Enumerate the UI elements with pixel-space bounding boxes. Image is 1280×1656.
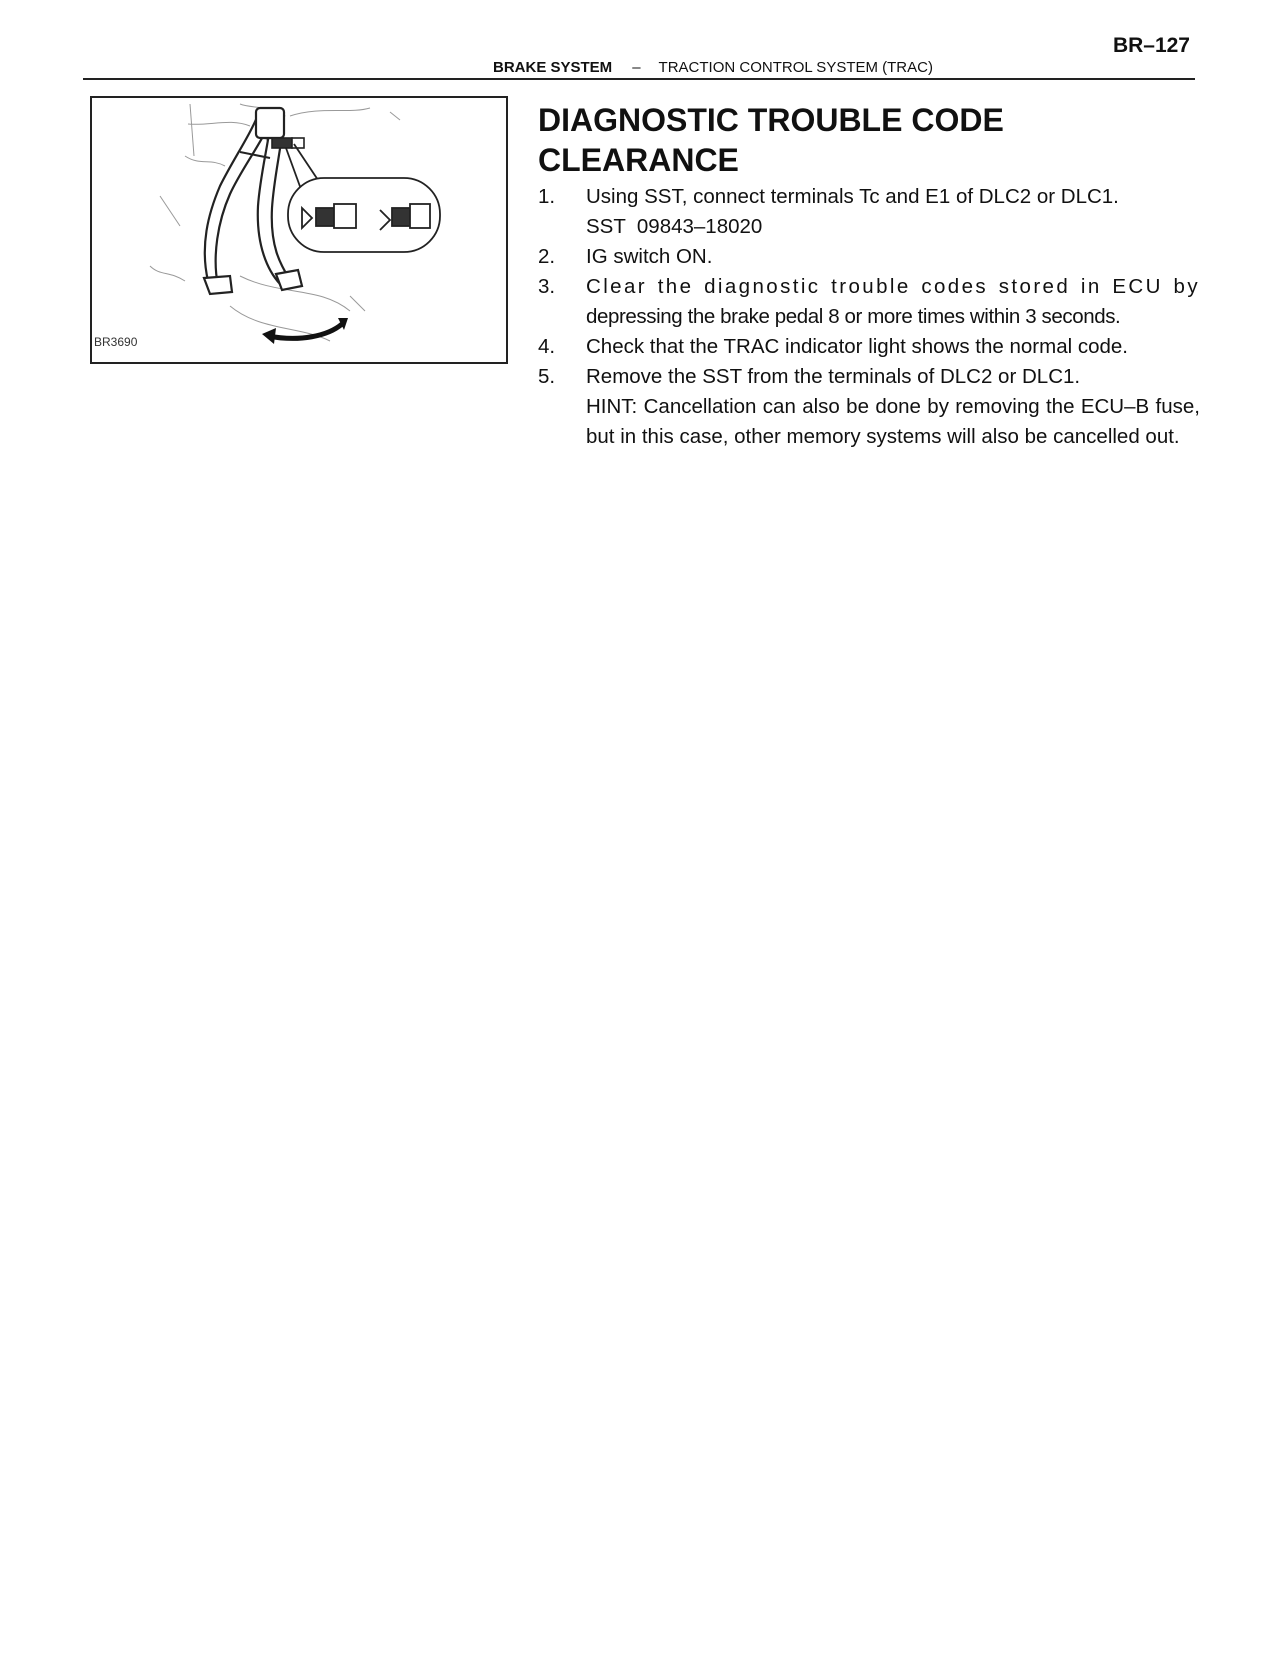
title-line-2: CLEARANCE bbox=[538, 142, 739, 178]
step-number: 3. bbox=[538, 275, 556, 298]
subsection-name: TRACTION CONTROL SYSTEM (TRAC) bbox=[658, 59, 933, 76]
page-title bbox=[538, 100, 1198, 180]
step-text-continued: depressing the brake pedal 8 or more times within 3 seconds. bbox=[586, 305, 1121, 328]
figure-code: BR3690 bbox=[94, 335, 138, 349]
step-text: IG switch ON. bbox=[586, 245, 713, 268]
procedure-steps bbox=[538, 182, 1200, 452]
list-item bbox=[538, 182, 1200, 242]
step-number: 2. bbox=[538, 245, 556, 268]
list-item bbox=[538, 362, 1200, 452]
section-name: BRAKE SYSTEM bbox=[493, 59, 613, 76]
list-item bbox=[538, 332, 1200, 362]
step-number: 4. bbox=[538, 335, 556, 358]
brake-pedal-illustration bbox=[90, 96, 508, 364]
hint-note: HINT: Cancellation can also be done by removing the ECU–B fuse, but in this case, other memory systems will also be cancelled out. bbox=[586, 395, 1200, 448]
list-item bbox=[538, 272, 1200, 332]
running-header bbox=[493, 59, 933, 76]
sst-number: SST 09843–18020 bbox=[586, 215, 763, 238]
step-number: 1. bbox=[538, 185, 556, 208]
step-number: 5. bbox=[538, 365, 556, 388]
header-separator: – bbox=[632, 59, 641, 76]
header-rule bbox=[83, 78, 1195, 80]
step-text: Using SST, connect terminals Tc and E1 of DLC2 or DLC1. bbox=[586, 185, 1119, 208]
list-item bbox=[538, 242, 1200, 272]
page-number: BR–127 bbox=[1112, 34, 1190, 57]
step-text: Remove the SST from the terminals of DLC2 or DLC1. bbox=[586, 365, 1081, 388]
step-text: Clear the diagnostic trouble codes stored in ECU by bbox=[586, 275, 1200, 298]
title-line-1: DIAGNOSTIC TROUBLE CODE bbox=[538, 102, 1004, 138]
step-text: Check that the TRAC indicator light shows the normal code. bbox=[586, 335, 1128, 358]
